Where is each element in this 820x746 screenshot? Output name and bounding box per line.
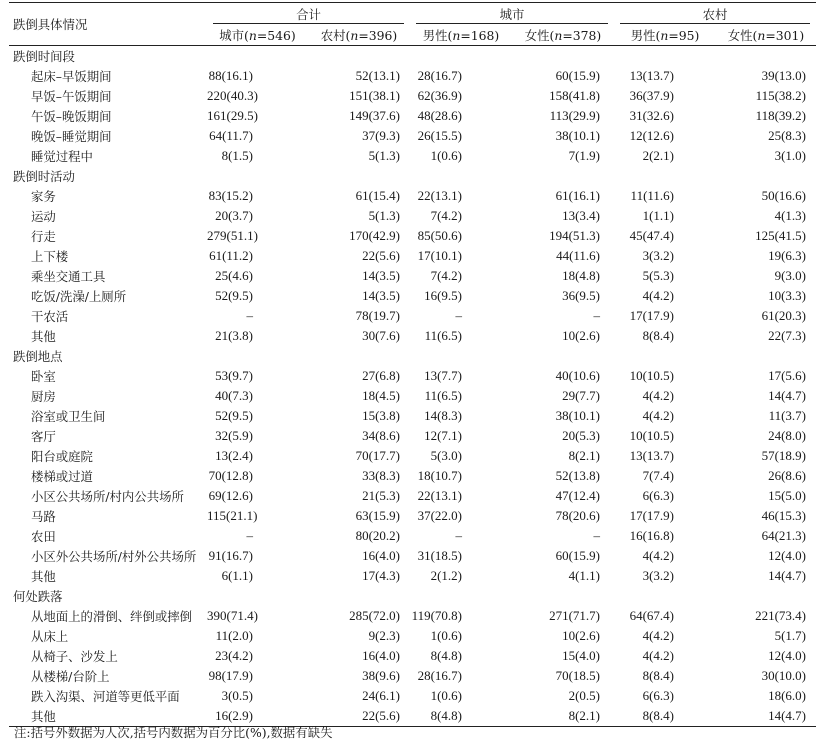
- table-cell: 16(2.9): [215, 708, 253, 723]
- table-row: [9, 686, 816, 706]
- row-label: 晚饭–睡觉期间: [31, 129, 112, 144]
- table-cell: 26(15.5): [417, 128, 462, 143]
- table-row: [9, 286, 816, 306]
- table-cell: 34(8.6): [362, 428, 400, 443]
- table-cell: 119(70.8): [411, 608, 462, 623]
- table-cell: 13(13.7): [629, 448, 674, 463]
- table-cell: 8(2.1): [568, 448, 600, 463]
- table-cell: 5(1.7): [774, 628, 806, 643]
- table-cell: 221(73.4): [755, 608, 806, 623]
- group-label: 城市: [499, 6, 525, 22]
- table-cell: 118(39.2): [755, 108, 806, 123]
- row-label: 马路: [31, 509, 56, 524]
- table-cell: 53(9.7): [215, 368, 253, 383]
- table-cell: 1(0.6): [430, 628, 462, 643]
- table-cell: 32(5.9): [215, 428, 253, 443]
- table-cell: 64(21.3): [761, 528, 806, 543]
- table-cell: 7(4.2): [430, 208, 462, 223]
- table-cell: 78(20.6): [555, 508, 600, 523]
- table-cell: 24(8.0): [768, 428, 806, 443]
- section-header-row: [9, 166, 816, 186]
- table-cell: 13(7.7): [424, 368, 462, 383]
- table-cell: 4(1.1): [568, 568, 600, 583]
- row-label: 其他: [31, 329, 56, 344]
- table-cell: 18(4.5): [362, 388, 400, 403]
- table-cell: 14(3.5): [362, 288, 400, 303]
- table-cell: 4(1.3): [774, 208, 806, 223]
- table-row: [9, 646, 816, 666]
- table-row: [9, 246, 816, 266]
- table-cell: 28(16.7): [417, 668, 462, 683]
- table-cell: 21(3.8): [215, 328, 253, 343]
- table-cell: 39(13.0): [761, 68, 806, 83]
- table-cell: 8(8.4): [642, 708, 674, 723]
- subheader-prefix: 男性(: [630, 27, 661, 43]
- table-cell: 4(4.2): [642, 628, 674, 643]
- table-cell: 60(15.9): [555, 548, 600, 563]
- table-cell: 125(41.5): [755, 228, 806, 243]
- table-cell: 2(2.1): [642, 148, 674, 163]
- stub-header-label: 跌倒具体情况: [13, 17, 88, 32]
- table-cell: 12(4.0): [768, 548, 806, 563]
- table-cell: 25(8.3): [768, 128, 806, 143]
- table-cell: 19(6.3): [768, 248, 806, 263]
- table-cell: 8(8.4): [642, 668, 674, 683]
- subheader-cell: [614, 24, 716, 46]
- table-cell: 78(19.7): [355, 308, 400, 323]
- table-cell: 50(16.6): [761, 188, 806, 203]
- table-cell: 40(10.6): [555, 368, 600, 383]
- table-row: [9, 186, 816, 206]
- table-cell: 3(0.5): [221, 688, 253, 703]
- group-header-urban: [410, 3, 614, 25]
- table-body: [9, 46, 816, 727]
- table-cell: 11(2.0): [215, 628, 253, 643]
- group-label: 合计: [296, 6, 321, 22]
- table-cell: 83(15.2): [208, 188, 253, 203]
- table-cell: 6(1.1): [221, 568, 253, 583]
- table-row: [9, 226, 816, 246]
- table-cell: 11(11.6): [630, 188, 674, 203]
- table-cell: 31(32.6): [629, 108, 674, 123]
- table-row: [9, 106, 816, 126]
- table-cell: 91(16.7): [208, 548, 253, 563]
- table-cell: –: [455, 308, 462, 323]
- table-row: [9, 306, 816, 326]
- row-label: 从床上: [31, 629, 69, 644]
- table-cell: 46(15.3): [761, 508, 806, 523]
- row-label: 从楼梯/台阶上: [31, 669, 110, 684]
- table-cell: 10(10.5): [629, 368, 674, 383]
- section-title: 跌倒地点: [13, 349, 63, 364]
- table-cell: 15(4.0): [562, 648, 600, 663]
- table-cell: 5(3.0): [430, 448, 462, 463]
- table-cell: 22(13.1): [417, 488, 462, 503]
- table-cell: 4(4.2): [642, 548, 674, 563]
- table-cell: 13(13.7): [629, 68, 674, 83]
- row-label: 浴室或卫生间: [31, 409, 106, 424]
- table-cell: 30(7.6): [362, 328, 400, 343]
- table-cell: 12(7.1): [424, 428, 462, 443]
- section-header-row: [9, 346, 816, 366]
- table-cell: 161(29.5): [207, 108, 258, 123]
- table-cell: 28(16.7): [417, 68, 462, 83]
- table-cell: 13(2.4): [215, 448, 253, 463]
- subheader-n-symbol: n: [660, 27, 669, 43]
- row-label: 农田: [31, 529, 56, 544]
- table-cell: 22(7.3): [768, 328, 806, 343]
- row-label: 上下楼: [31, 249, 69, 264]
- table-row: [9, 426, 816, 446]
- subheader-n-symbol: n: [452, 27, 461, 43]
- table-cell: 26(8.6): [768, 468, 806, 483]
- table-cell: 12(12.6): [629, 128, 674, 143]
- row-label: 从地面上的滑倒、绊倒或摔倒: [31, 609, 193, 624]
- table-cell: 6(6.3): [642, 688, 674, 703]
- table-cell: 63(15.9): [355, 508, 400, 523]
- subheader-prefix: 男性(: [422, 27, 453, 43]
- table-cell: –: [246, 308, 253, 323]
- table-cell: 271(71.7): [549, 608, 600, 623]
- table-cell: 13(3.4): [562, 208, 600, 223]
- table-cell: 3(1.0): [774, 148, 806, 163]
- subheader-prefix: 女性(: [524, 27, 555, 43]
- table-cell: 62(36.9): [417, 88, 462, 103]
- table-cell: 38(10.1): [555, 408, 600, 423]
- table-cell: 194(51.3): [549, 228, 600, 243]
- row-label: 跌入沟渠、河道等更低平面: [31, 689, 180, 704]
- table-cell: 38(10.1): [555, 128, 600, 143]
- table-cell: 88(16.1): [208, 68, 253, 83]
- table-cell: 24(6.1): [362, 688, 400, 703]
- subheader-cell: [512, 24, 614, 46]
- row-label: 运动: [31, 209, 56, 224]
- table-row: [9, 546, 816, 566]
- table-cell: 8(2.1): [568, 708, 600, 723]
- table-cell: 4(4.2): [642, 648, 674, 663]
- table-cell: 44(11.6): [556, 248, 600, 263]
- subheader-count: =396): [358, 27, 398, 43]
- table-cell: 22(5.6): [362, 248, 400, 263]
- table-cell: 151(38.1): [349, 88, 400, 103]
- table-cell: 52(9.5): [215, 408, 253, 423]
- table-cell: 22(13.1): [417, 188, 462, 203]
- table-cell: 36(37.9): [629, 88, 674, 103]
- table-cell: 10(2.6): [562, 628, 600, 643]
- table-cell: 70(18.5): [555, 668, 600, 683]
- table-cell: 285(72.0): [349, 608, 400, 623]
- row-label: 行走: [31, 229, 56, 244]
- row-label: 客厅: [31, 429, 56, 444]
- row-label: 小区公共场所/村内公共场所: [31, 489, 184, 504]
- table-cell: 4(4.2): [642, 408, 674, 423]
- table-cell: 98(17.9): [208, 668, 253, 683]
- table-footnote: 注:括号外数据为人次,括号内数据为百分比(%),数据有缺失: [14, 725, 333, 740]
- table-row: [9, 666, 816, 686]
- table-cell: 37(9.3): [362, 128, 400, 143]
- table-cell: 18(10.7): [417, 468, 462, 483]
- table-cell: 5(1.3): [368, 148, 400, 163]
- table-row: [9, 526, 816, 546]
- table-cell: 14(3.5): [362, 268, 400, 283]
- table-cell: 20(3.7): [215, 208, 253, 223]
- subheader-n-symbol: n: [554, 27, 563, 43]
- table-cell: 64(11.7): [209, 128, 253, 143]
- table-row: [9, 66, 816, 86]
- table-cell: 27(6.8): [362, 368, 400, 383]
- table-cell: 61(16.1): [555, 188, 600, 203]
- table-cell: 6(6.3): [642, 488, 674, 503]
- table-row: [9, 326, 816, 346]
- table-cell: 16(9.5): [424, 288, 462, 303]
- table-cell: 57(18.9): [761, 448, 806, 463]
- section-header-row: [9, 46, 816, 67]
- table-cell: 30(10.0): [761, 668, 806, 683]
- table-cell: 8(1.5): [221, 148, 253, 163]
- table-cell: 38(9.6): [362, 668, 400, 683]
- table-cell: 23(4.2): [215, 648, 253, 663]
- table-cell: 20(5.3): [562, 428, 600, 443]
- table-cell: 37(22.0): [417, 508, 462, 523]
- row-label: 阳台或庭院: [31, 449, 93, 464]
- table-cell: 7(4.2): [430, 268, 462, 283]
- table-cell: 3(3.2): [642, 568, 674, 583]
- table-cell: 7(7.4): [642, 468, 674, 483]
- table-cell: 61(15.4): [355, 188, 400, 203]
- table-cell: 3(3.2): [642, 248, 674, 263]
- group-header-total: [207, 3, 410, 25]
- table-cell: 1(0.6): [430, 688, 462, 703]
- table-cell: 5(1.3): [368, 208, 400, 223]
- table-cell: 390(71.4): [207, 608, 258, 623]
- table-cell: 48(28.6): [417, 108, 462, 123]
- table-row: [9, 466, 816, 486]
- section-title: 何处跌落: [13, 589, 63, 604]
- table-cell: 14(4.7): [768, 388, 806, 403]
- subheader-count: =546): [256, 27, 296, 43]
- table-cell: 1(0.6): [430, 148, 462, 163]
- table-cell: 14(8.3): [424, 408, 462, 423]
- table-cell: 85(50.6): [417, 228, 462, 243]
- table-cell: 113(29.9): [549, 108, 600, 123]
- table-cell: 4(4.2): [642, 388, 674, 403]
- table-cell: 29(7.7): [562, 388, 600, 403]
- table-row: [9, 486, 816, 506]
- table-cell: 16(4.0): [362, 548, 400, 563]
- table-cell: 60(15.9): [555, 68, 600, 83]
- table-cell: 279(51.1): [207, 228, 258, 243]
- stub-header: [9, 3, 207, 46]
- row-label: 卧室: [31, 369, 56, 384]
- table-cell: 25(4.6): [215, 268, 253, 283]
- table-cell: 31(18.5): [417, 548, 462, 563]
- table-cell: 52(13.1): [355, 68, 400, 83]
- table-cell: 47(12.4): [555, 488, 600, 503]
- table-cell: 52(13.8): [555, 468, 600, 483]
- table-cell: 18(4.8): [562, 268, 600, 283]
- subheader-cell: [308, 24, 410, 46]
- group-label: 农村: [702, 6, 728, 22]
- table-cell: 61(20.3): [761, 308, 806, 323]
- table-cell: 14(4.7): [768, 568, 806, 583]
- table-cell: 70(17.7): [355, 448, 400, 463]
- table-cell: 61(11.2): [209, 248, 253, 263]
- row-label: 吃饭/洗澡/上厕所: [31, 289, 127, 304]
- table-cell: 17(17.9): [629, 508, 674, 523]
- table-row: [9, 366, 816, 386]
- row-label: 小区外公共场所/村外公共场所: [31, 549, 197, 564]
- subheader-n-symbol: n: [248, 27, 257, 43]
- table-cell: 9(2.3): [368, 628, 400, 643]
- table-cell: 2(0.5): [568, 688, 600, 703]
- table-row: [9, 566, 816, 586]
- table-row: [9, 206, 816, 226]
- table-row: [9, 626, 816, 646]
- subheader-cell: [410, 24, 512, 46]
- table-cell: –: [593, 528, 600, 543]
- row-label: 楼梯或过道: [31, 469, 93, 484]
- row-label: 厨房: [31, 389, 56, 404]
- subheader-count: =95): [668, 27, 700, 43]
- table-cell: 70(12.8): [208, 468, 253, 483]
- table-cell: 8(4.8): [430, 648, 462, 663]
- row-label: 午饭–晚饭期间: [31, 109, 112, 124]
- table-cell: 15(3.8): [362, 408, 400, 423]
- table-cell: 16(16.8): [629, 528, 674, 543]
- subheader-count: =301): [765, 27, 805, 43]
- table-cell: 22(5.6): [362, 708, 400, 723]
- table-cell: 69(12.6): [208, 488, 253, 503]
- group-header-rural: [614, 3, 816, 25]
- table-cell: 5(5.3): [642, 268, 674, 283]
- table-cell: 8(4.8): [430, 708, 462, 723]
- table-cell: –: [593, 308, 600, 323]
- table-cell: 17(17.9): [629, 308, 674, 323]
- subheader-cell: [716, 24, 816, 46]
- subheader-prefix: 城市(: [219, 27, 249, 43]
- table-cell: 80(20.2): [355, 528, 400, 543]
- row-label: 起床–早饭期间: [31, 69, 112, 84]
- table-cell: 33(8.3): [362, 468, 400, 483]
- table-cell: 220(40.3): [207, 88, 258, 103]
- table-cell: 115(38.2): [755, 88, 806, 103]
- row-label: 从椅子、沙发上: [31, 649, 118, 664]
- section-title: 跌倒时间段: [13, 49, 75, 64]
- table-cell: 21(5.3): [362, 488, 400, 503]
- row-label: 乘坐交通工具: [31, 269, 106, 284]
- fall-details-table: [9, 2, 816, 727]
- table-cell: 11(6.5): [424, 388, 462, 403]
- table-cell: 17(5.6): [768, 368, 806, 383]
- table-cell: 158(41.8): [549, 88, 600, 103]
- table-cell: 10(3.3): [768, 288, 806, 303]
- table-row: [9, 386, 816, 406]
- table-cell: 115(21.1): [207, 508, 258, 523]
- row-label: 其他: [31, 709, 56, 724]
- subheader-n-symbol: n: [757, 27, 766, 43]
- subheader-cell: [207, 24, 308, 46]
- subheader-prefix: 女性(: [727, 27, 758, 43]
- table-row: [9, 266, 816, 286]
- table-cell: 11(6.5): [424, 328, 462, 343]
- table-cell: 12(4.0): [768, 648, 806, 663]
- section-header-row: [9, 586, 816, 606]
- table-cell: 149(37.6): [349, 108, 400, 123]
- subheader-prefix: 农村(: [320, 27, 351, 43]
- section-title: 跌倒时活动: [13, 169, 75, 184]
- subheader-count: =378): [562, 27, 602, 43]
- table-cell: 9(3.0): [774, 268, 806, 283]
- row-label: 睡觉过程中: [31, 149, 93, 164]
- table-cell: –: [455, 528, 462, 543]
- table-row: [9, 406, 816, 426]
- table-cell: 52(9.5): [215, 288, 253, 303]
- table-row: [9, 146, 816, 166]
- table-cell: 16(4.0): [362, 648, 400, 663]
- row-label: 干农活: [31, 309, 69, 324]
- row-label: 家务: [31, 189, 56, 204]
- table-cell: 170(42.9): [349, 228, 400, 243]
- table-cell: 14(4.7): [768, 708, 806, 723]
- table-row: [9, 506, 816, 526]
- table-row: [9, 126, 816, 146]
- table-cell: 15(5.0): [768, 488, 806, 503]
- table-cell: 64(67.4): [629, 608, 674, 623]
- table-header: [9, 3, 816, 46]
- table-cell: 10(2.6): [562, 328, 600, 343]
- table-cell: –: [246, 528, 253, 543]
- table-cell: 10(10.5): [629, 428, 674, 443]
- table-cell: 36(9.5): [562, 288, 600, 303]
- table-row: [9, 606, 816, 626]
- table-row: [9, 446, 816, 466]
- row-label: 早饭–午饭期间: [31, 89, 112, 104]
- row-label: 其他: [31, 569, 56, 584]
- subheader-count: =168): [460, 27, 500, 43]
- table-row: [9, 86, 816, 106]
- table-cell: 45(47.4): [629, 228, 674, 243]
- table-cell: 17(10.1): [417, 248, 462, 263]
- subheader-n-symbol: n: [350, 27, 359, 43]
- table-cell: 40(7.3): [215, 388, 253, 403]
- table-cell: 7(1.9): [568, 148, 600, 163]
- table-cell: 2(1.2): [430, 568, 462, 583]
- table-cell: 18(6.0): [768, 688, 806, 703]
- table-cell: 8(8.4): [642, 328, 674, 343]
- table-cell: 17(4.3): [362, 568, 400, 583]
- table-cell: 4(4.2): [642, 288, 674, 303]
- table-cell: 1(1.1): [642, 208, 674, 223]
- table-cell: 11(3.7): [768, 408, 806, 423]
